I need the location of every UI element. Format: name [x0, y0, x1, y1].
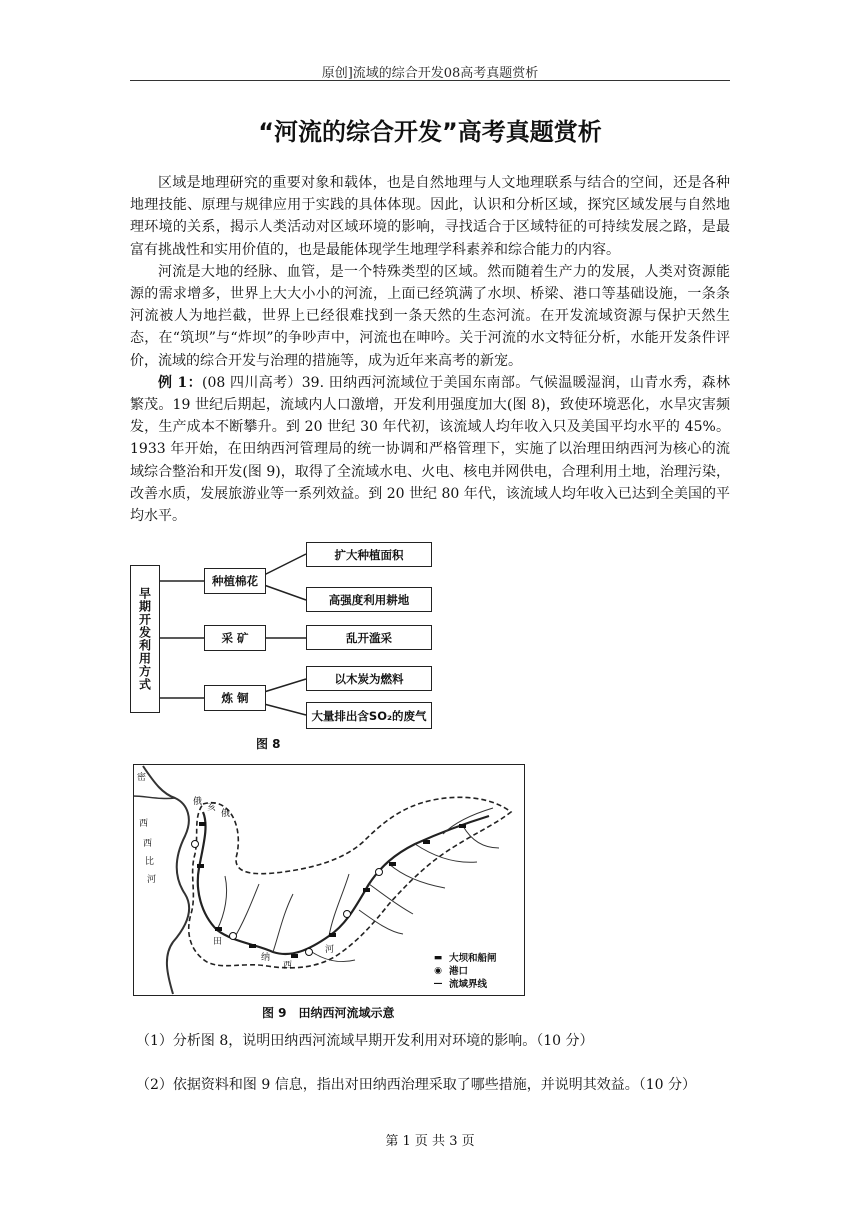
fig8-root-box: 早期开发利用方式: [130, 565, 160, 713]
question-2: （2）依据资料和图 9 信息，指出对田纳西治理采取了哪些措施，并说明其效益。（10 分）: [136, 1077, 696, 1093]
paragraph-example-1: [130, 372, 730, 527]
map-label-e1: 俄: [193, 797, 203, 807]
example-label: 例 1：: [158, 374, 202, 391]
map-label-bi: 比: [145, 857, 155, 867]
map-label-xi1: 西: [139, 819, 149, 829]
legend-boundary-label: 流域界线: [449, 979, 488, 990]
fig8-method-mining: 采 矿: [204, 625, 266, 651]
header-rule: [130, 80, 730, 81]
page-header: 原创]流域的综合开发08高考真题赏析: [321, 66, 539, 81]
fig9-legend: [431, 952, 497, 991]
map-label-he2: 河: [325, 945, 335, 955]
example-text: (08 四川高考）39. 田纳西河流域位于美国东南部。气候温暖湿润，山青水秀，森林繁茂。19 世纪后期起，流域内人口激增，开发利用强度加大(图 8)，致使环境恶化，水旱灾害频发，生产成本不断攀升。到 20 世纪 30 年代初，该流域人均年收入只及美国平均水平的 45%。1933 年开始，在田纳西河管理局的统一协调和严格管理下，实施了以治理田纳西河为核心的流域综合整治和开发(图 9)，取得了全流域水电、火电、核电并网供电，合理利用土地，治理污染，改善水质，发展旅游业等一系列效益。到 20 世纪 80 年代，该流域人均年收入已达到全美国的平均水平。: [130, 374, 730, 525]
fig8-caption: 图 8: [256, 737, 281, 751]
figure-8-diagram: [128, 537, 448, 755]
question-1: （1）分析图 8，说明田纳西河流域早期开发利用对环境的影响。（10 分）: [136, 1033, 594, 1049]
legend-row-port: [431, 965, 497, 978]
map-label-xi2: 西: [143, 839, 153, 849]
boundary-line-icon: —: [433, 979, 443, 989]
fig8-effect-expand-area: 扩大种植面积: [306, 542, 432, 567]
legend-port-label: 港口: [449, 966, 469, 977]
legend-row-boundary: [431, 978, 497, 991]
paragraph-rivers: 河流是大地的经脉、血管，是一个特殊类型的区域。然而随着生产力的发展，人类对资源能源的需求增多，世界上大大小小的河流，上面已经筑满了水坝、桥梁、港口等基础设施，一条条河流被人为地拦截，世界上已经很难找到一条天然的生态河流。在开发流域资源与保护天然生态，在“筑坝”与“炸坝”的争吵声中，河流也在呻吟。关于河流的水文特征分析，水能开发条件评价，流域的综合开发与治理的措施等，成为近年来高考的新宠。: [130, 263, 730, 369]
map-label-hai: 亥: [207, 803, 217, 813]
legend-row-dam: [431, 952, 497, 965]
dam-lock-icon: ▬: [433, 953, 443, 963]
fig8-effect-intensive-use: 高强度利用耕地: [306, 587, 432, 612]
map-label-tian: 田: [213, 937, 223, 947]
map-label-e2: 俄: [221, 809, 231, 819]
page-footer: 第 1 页 共 3 页: [385, 1134, 475, 1149]
fig8-effect-charcoal: 以木炭为燃料: [306, 666, 432, 691]
fig8-effect-overmining: 乱开滥采: [306, 625, 432, 650]
port-icon: ◉: [434, 966, 442, 976]
map-label-xi3: 西: [283, 961, 293, 971]
fig8-effect-so2: 大量排出含SO₂的废气: [306, 702, 432, 729]
fig9-caption: 图 9 田纳西河流域示意: [262, 1006, 395, 1020]
article-body: [130, 172, 730, 527]
fig8-method-cotton: 种植棉花: [204, 568, 266, 594]
fig8-method-copper: 炼 铜: [204, 685, 266, 711]
page-title: “河流的综合开发”高考真题赏析: [258, 118, 602, 146]
map-label-he1: 河: [147, 875, 157, 885]
figure-9-map: [133, 764, 525, 996]
legend-dam-label: 大坝和船闸: [449, 953, 497, 964]
map-label-mi: 密: [137, 773, 147, 783]
map-label-na: 纳: [261, 953, 271, 963]
paragraph-intro: 区域是地理研究的重要对象和载体，也是自然地理与人文地理联系与结合的空间，还是各种地理技能、原理与规律应用于实践的具体体现。因此，认识和分析区域，探究区域发展与自然地理环境的关系，揭示人类活动对区域环境的影响，寻找适合于区域特征的可持续发展之路，是最富有挑战性和实用价值的，也是最能体现学生地理学科素养和综合能力的内容。: [130, 175, 730, 258]
